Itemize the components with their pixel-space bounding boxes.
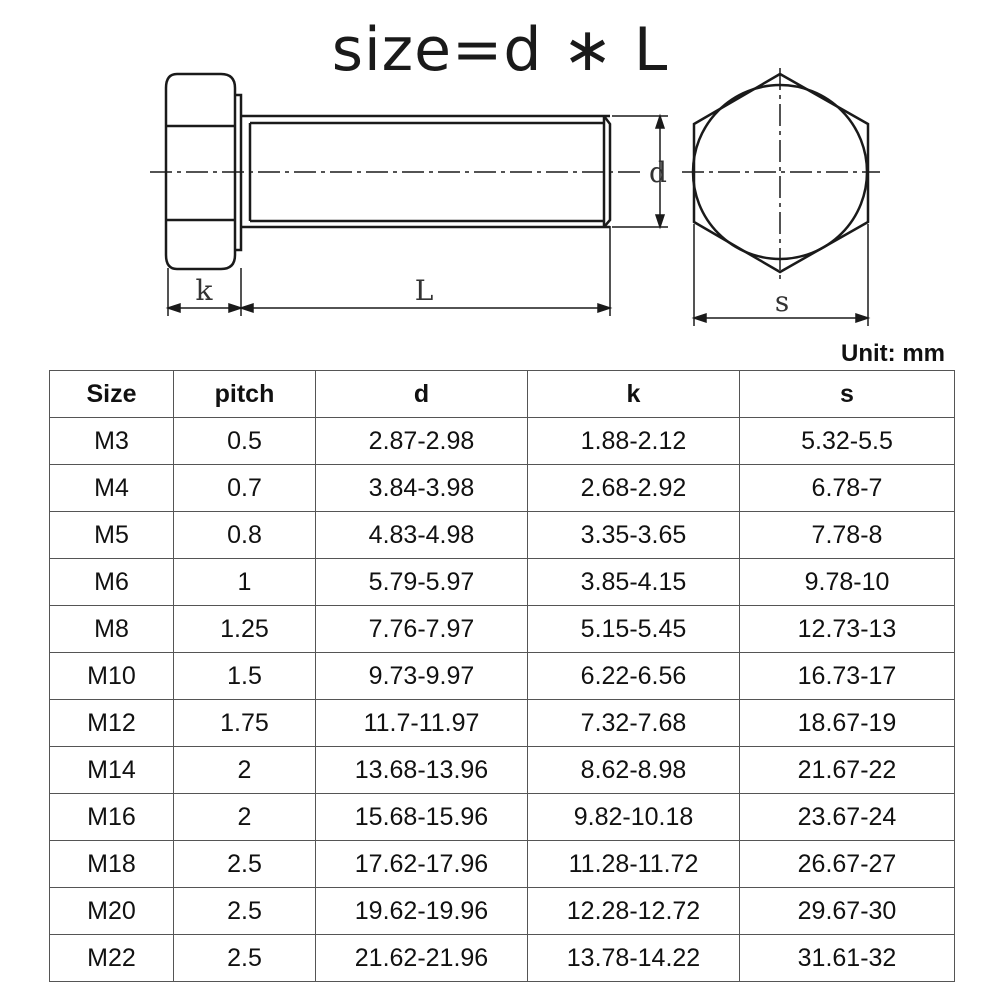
cell-d: 13.68-13.96 bbox=[316, 747, 528, 794]
cell-d: 21.62-21.96 bbox=[316, 935, 528, 982]
cell-d: 9.73-9.97 bbox=[316, 653, 528, 700]
cell-pitch: 0.7 bbox=[174, 465, 316, 512]
table-row bbox=[50, 512, 955, 559]
header-s: s bbox=[740, 371, 955, 418]
cell-s: 31.61-32 bbox=[740, 935, 955, 982]
table-row bbox=[50, 465, 955, 512]
cell-d: 15.68-15.96 bbox=[316, 794, 528, 841]
table-row bbox=[50, 559, 955, 606]
unit-label: Unit: mm bbox=[841, 340, 945, 367]
header-k: k bbox=[528, 371, 740, 418]
cell-d: 19.62-19.96 bbox=[316, 888, 528, 935]
cell-k: 1.88-2.12 bbox=[528, 418, 740, 465]
cell-k: 8.62-8.98 bbox=[528, 747, 740, 794]
cell-size: M22 bbox=[50, 935, 174, 982]
cell-s: 9.78-10 bbox=[740, 559, 955, 606]
cell-size: M8 bbox=[50, 606, 174, 653]
cell-pitch: 0.5 bbox=[174, 418, 316, 465]
cell-pitch: 2.5 bbox=[174, 888, 316, 935]
table-body bbox=[50, 418, 955, 982]
page-title: size=d ∗ L bbox=[331, 15, 669, 85]
cell-k: 11.28-11.72 bbox=[528, 841, 740, 888]
cell-size: M16 bbox=[50, 794, 174, 841]
table-row bbox=[50, 700, 955, 747]
cell-k: 13.78-14.22 bbox=[528, 935, 740, 982]
cell-s: 16.73-17 bbox=[740, 653, 955, 700]
table-row bbox=[50, 841, 955, 888]
table-row bbox=[50, 653, 955, 700]
cell-size: M6 bbox=[50, 559, 174, 606]
cell-k: 3.85-4.15 bbox=[528, 559, 740, 606]
cell-s: 21.67-22 bbox=[740, 747, 955, 794]
cell-d: 17.62-17.96 bbox=[316, 841, 528, 888]
cell-pitch: 0.8 bbox=[174, 512, 316, 559]
cell-d: 7.76-7.97 bbox=[316, 606, 528, 653]
header-size: Size bbox=[50, 371, 174, 418]
label-s: s bbox=[774, 285, 790, 318]
cell-pitch: 2.5 bbox=[174, 935, 316, 982]
cell-k: 2.68-2.92 bbox=[528, 465, 740, 512]
label-d: d bbox=[649, 156, 667, 189]
cell-d: 2.87-2.98 bbox=[316, 418, 528, 465]
cell-s: 12.73-13 bbox=[740, 606, 955, 653]
table-row bbox=[50, 888, 955, 935]
header-d: d bbox=[316, 371, 528, 418]
table-row bbox=[50, 794, 955, 841]
cell-size: M4 bbox=[50, 465, 174, 512]
cell-pitch: 1.5 bbox=[174, 653, 316, 700]
cell-size: M18 bbox=[50, 841, 174, 888]
label-k: k bbox=[195, 274, 213, 307]
cell-k: 5.15-5.45 bbox=[528, 606, 740, 653]
header-pitch: pitch bbox=[174, 371, 316, 418]
cell-pitch: 1.25 bbox=[174, 606, 316, 653]
cell-k: 12.28-12.72 bbox=[528, 888, 740, 935]
cell-s: 5.32-5.5 bbox=[740, 418, 955, 465]
table-row bbox=[50, 747, 955, 794]
cell-size: M5 bbox=[50, 512, 174, 559]
table-row bbox=[50, 418, 955, 465]
cell-k: 3.35-3.65 bbox=[528, 512, 740, 559]
cell-k: 9.82-10.18 bbox=[528, 794, 740, 841]
cell-pitch: 2 bbox=[174, 794, 316, 841]
cell-pitch: 1.75 bbox=[174, 700, 316, 747]
cell-k: 6.22-6.56 bbox=[528, 653, 740, 700]
cell-s: 18.67-19 bbox=[740, 700, 955, 747]
cell-size: M20 bbox=[50, 888, 174, 935]
cell-pitch: 1 bbox=[174, 559, 316, 606]
table-row bbox=[50, 935, 955, 982]
cell-d: 5.79-5.97 bbox=[316, 559, 528, 606]
size-spec-table bbox=[49, 370, 955, 982]
cell-pitch: 2.5 bbox=[174, 841, 316, 888]
cell-s: 23.67-24 bbox=[740, 794, 955, 841]
cell-d: 3.84-3.98 bbox=[316, 465, 528, 512]
cell-size: M14 bbox=[50, 747, 174, 794]
cell-s: 26.67-27 bbox=[740, 841, 955, 888]
table-row bbox=[50, 606, 955, 653]
cell-s: 29.67-30 bbox=[740, 888, 955, 935]
label-L: L bbox=[414, 274, 434, 307]
cell-pitch: 2 bbox=[174, 747, 316, 794]
cell-s: 6.78-7 bbox=[740, 465, 955, 512]
cell-size: M3 bbox=[50, 418, 174, 465]
cell-k: 7.32-7.68 bbox=[528, 700, 740, 747]
cell-d: 11.7-11.97 bbox=[316, 700, 528, 747]
cell-size: M12 bbox=[50, 700, 174, 747]
cell-d: 4.83-4.98 bbox=[316, 512, 528, 559]
cell-s: 7.78-8 bbox=[740, 512, 955, 559]
cell-size: M10 bbox=[50, 653, 174, 700]
table-header-row bbox=[50, 371, 955, 418]
